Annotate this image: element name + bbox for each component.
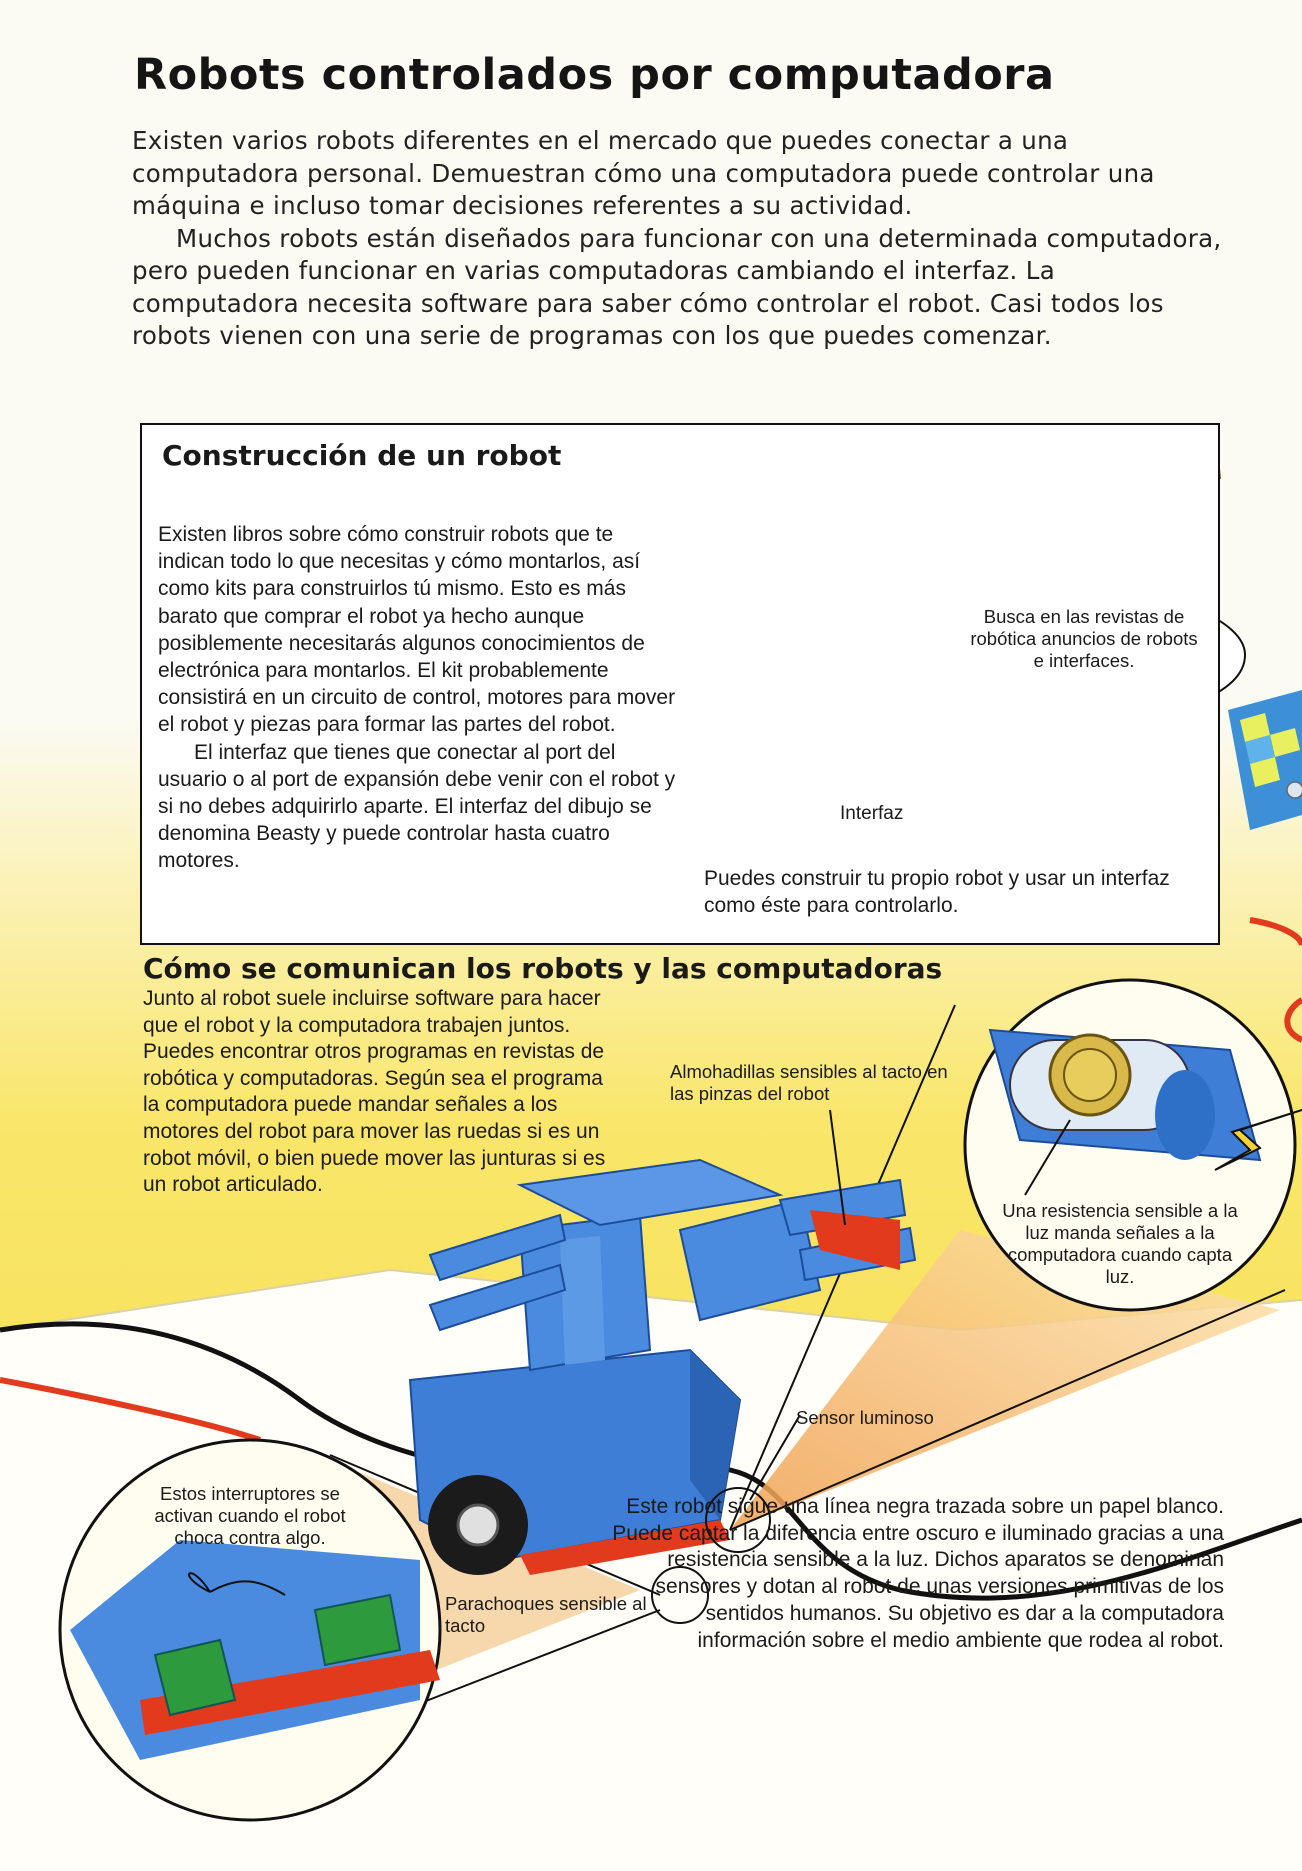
interface-label: Interfaz — [840, 803, 904, 824]
intro-text — [132, 125, 1222, 353]
intro-paragraph-1: Existen varios robots diferentes en el mercado que puedes conectar a una computadora personal. Demuestran cómo una computadora puede controlar una máquina e incluso tomar decisiones referentes a su actividad. — [132, 126, 1155, 220]
communication-heading: Cómo se comunican los robots y las computadoras — [143, 952, 943, 985]
bumper-label: Parachoques sensible al tacto — [445, 1593, 647, 1636]
construction-heading: Construcción de un robot — [162, 439, 562, 472]
construction-caption: Puedes construir tu propio robot y usar un interfaz como éste para controlarlo. — [704, 867, 1170, 918]
switches-label: Estos interruptores se activan cuando el robot choca contra algo. — [154, 1483, 346, 1548]
light-resistor-label: Una resistencia sensible a la luz manda señales a la computadora cuando capta luz. — [1002, 1200, 1238, 1287]
line-follower-paragraph: Este robot sigue una línea negra trazada sobre un papel blanco. Puede captar la diferencia entre oscuro e iluminado gracias a una resistencia sensible a la luz. Dichos aparatos se denominan sensores y dotan al robot de unas versiones primitivas de los sentidos humanos. Su objetivo es dar a la computadora información sobre el medio ambiente que rodea al robot. — [612, 1495, 1224, 1652]
touch-pads-label: Almohadillas sensibles al tacto en las pinzas del robot — [670, 1061, 948, 1104]
light-sensor-label: Sensor luminoso — [796, 1407, 934, 1428]
speech-bubble-text: Busca en las revistas de robótica anuncios de robots e interfaces. — [970, 606, 1198, 671]
page-title: Robots controlados por computadora — [134, 50, 1055, 100]
communication-paragraph: Junto al robot suele incluirse software para hacer que el robot y la computadora trabajen juntos. Puedes encontrar otros programas en revistas de robótica y computadoras. Según sea el programa la computadora puede mandar señales a los motores del robot para mover las ruedas si es un robot móvil, o bien puede mover las junturas si es un robot articulado. — [143, 987, 606, 1197]
intro-paragraph-2: Muchos robots están diseñados para funcionar con una determinada computadora, pero pueden funcionar en varias computadoras cambiando el interfaz. La computadora necesita software para saber cómo controlar el robot. Casi todos los robots vienen con una serie de programas con los que puedes comenzar. — [132, 223, 1222, 350]
construction-text — [158, 521, 678, 875]
construction-box — [140, 423, 1220, 945]
construction-paragraph-1: Existen libros sobre cómo construir robots que te indican todo lo que necesitas y cómo montarlos, así como kits para construirlos tú mismo. Esto es más barato que comprar el robot ya hecho aunque posiblemente necesitarás algunos conocimientos de electrónica para montarlos. El kit probablemente consistirá en un circuito de control, motores para mover el robot y piezas para formar las partes del robot. — [158, 523, 676, 737]
construction-paragraph-2: El interfaz que tienes que conectar al port del usuario o al port de expansión debe venir con el robot y si no debes adquirirlo aparte. El interfaz del dibujo se denomina Beasty y puede controlar hasta cuatro motores. — [158, 740, 676, 873]
